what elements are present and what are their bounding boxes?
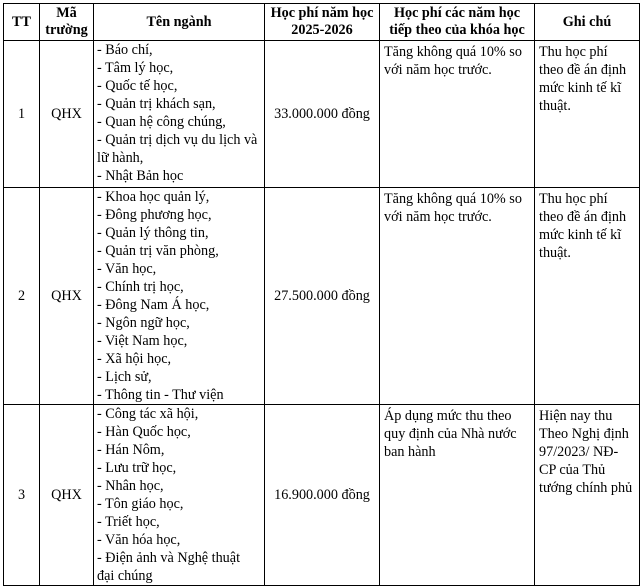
list-item: - Văn học, — [97, 261, 157, 277]
header-note: Ghi chú — [535, 4, 640, 41]
list-item: - Hàn Quốc học, — [97, 424, 191, 440]
major-list — [97, 188, 260, 404]
list-item: - Báo chí, — [97, 42, 153, 58]
fee-2025-2026: 33.000.000 đồng — [265, 41, 380, 188]
list-item: - Nhật Bản học — [97, 168, 184, 184]
school-code: QHX — [40, 41, 94, 188]
table-row — [4, 41, 640, 188]
list-item: - Công tác xã hội, — [97, 406, 199, 422]
list-item: - Thông tin - Thư viện — [97, 387, 224, 403]
major-names — [94, 188, 265, 405]
table-row — [4, 405, 640, 586]
list-item: - Quan hệ công chúng, — [97, 114, 226, 130]
fee-2025-2026: 27.500.000 đồng — [265, 188, 380, 405]
major-names — [94, 405, 265, 586]
fee-following-years: Áp dụng mức thu theo quy định của Nhà nước ban hành — [380, 405, 535, 586]
fee-following-years: Tăng không quá 10% so với năm học trước. — [380, 41, 535, 188]
school-code: QHX — [40, 188, 94, 405]
major-list — [97, 405, 260, 585]
major-list — [97, 41, 260, 185]
header-tt: TT — [4, 4, 40, 41]
header-school-code: Mã trường — [40, 4, 94, 41]
list-item: - Khoa học quản lý, — [97, 189, 210, 205]
note: Hiện nay thu Theo Nghị định 97/2023/ NĐ-CP của Thủ tướng chính phủ — [535, 405, 640, 586]
list-item: - Quản trị văn phòng, — [97, 243, 219, 259]
list-item: - Điện ảnh và Nghệ thuật đại chúng — [97, 550, 241, 584]
list-item: - Ngôn ngữ học, — [97, 315, 190, 331]
list-item: - Xã hội học, — [97, 351, 172, 367]
list-item: - Hán Nôm, — [97, 442, 165, 458]
row-number: 2 — [4, 188, 40, 405]
list-item: - Quốc tế học, — [97, 78, 178, 94]
list-item: - Đông Nam Á học, — [97, 297, 210, 313]
list-item: - Quản trị khách sạn, — [97, 96, 216, 112]
note: Thu học phí theo đề án định mức kinh tế kĩ thuật. — [535, 188, 640, 405]
major-names — [94, 41, 265, 188]
list-item: - Văn hóa học, — [97, 532, 181, 548]
tuition-fee-table — [3, 3, 640, 586]
list-item: - Chính trị học, — [97, 279, 184, 295]
list-item: - Triết học, — [97, 514, 160, 530]
header-major-names: Tên ngành — [94, 4, 265, 41]
list-item: - Việt Nam học, — [97, 333, 188, 349]
list-item: - Đông phương học, — [97, 207, 212, 223]
fee-2025-2026: 16.900.000 đồng — [265, 405, 380, 586]
list-item: - Quản trị dịch vụ du lịch và lữ hành, — [97, 132, 258, 166]
school-code: QHX — [40, 405, 94, 586]
table-row — [4, 188, 640, 405]
list-item: - Tâm lý học, — [97, 60, 174, 76]
header-fee-2025-2026: Học phí năm học 2025-2026 — [265, 4, 380, 41]
list-item: - Nhân học, — [97, 478, 164, 494]
header-row — [4, 4, 640, 41]
row-number: 3 — [4, 405, 40, 586]
list-item: - Lịch sử, — [97, 369, 152, 385]
row-number: 1 — [4, 41, 40, 188]
list-item: - Quản lý thông tin, — [97, 225, 209, 241]
note: Thu học phí theo đề án định mức kinh tế kĩ thuật. — [535, 41, 640, 188]
header-fee-following-years: Học phí các năm học tiếp theo của khóa học — [380, 4, 535, 41]
list-item: - Lưu trữ học, — [97, 460, 177, 476]
fee-following-years: Tăng không quá 10% so với năm học trước. — [380, 188, 535, 405]
list-item: - Tôn giáo học, — [97, 496, 184, 512]
